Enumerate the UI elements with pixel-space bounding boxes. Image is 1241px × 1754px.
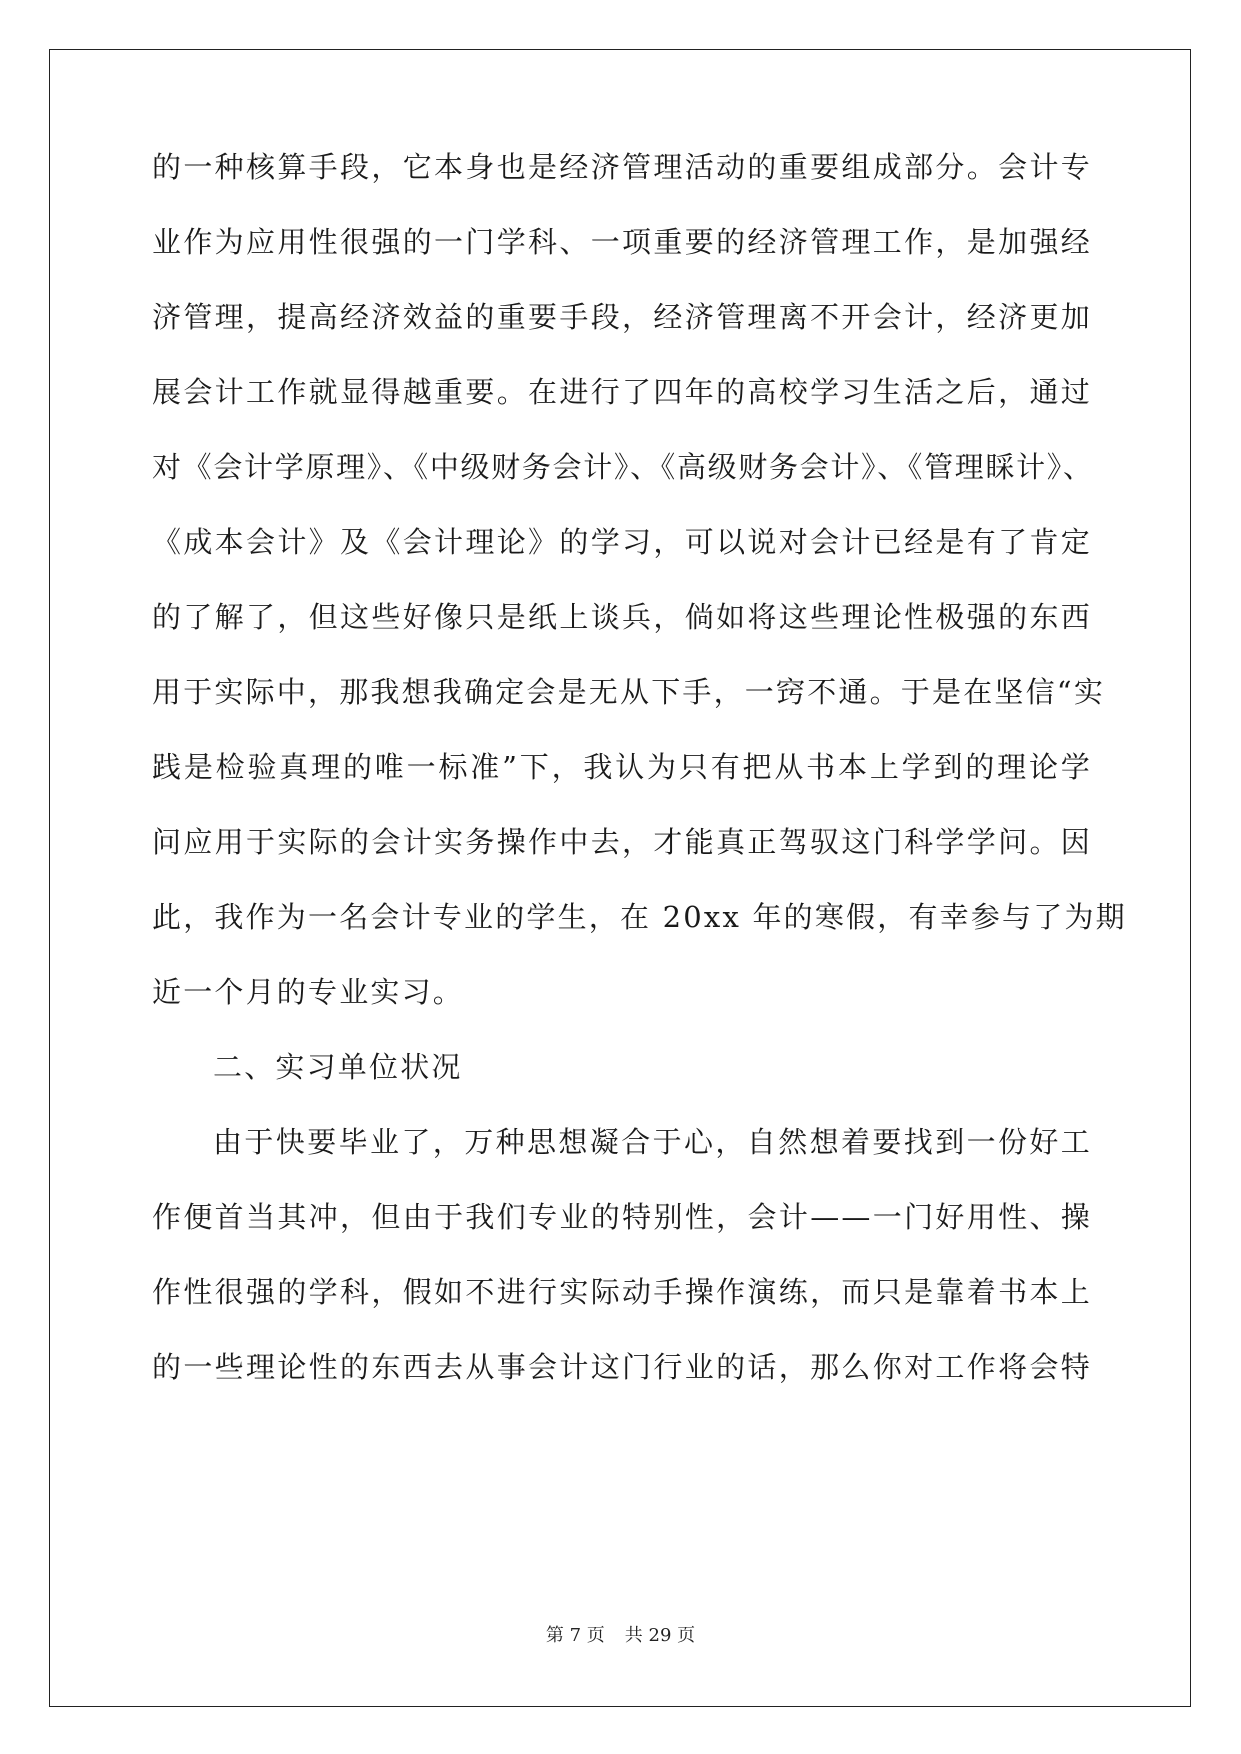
paragraph-line: 展会计工作就显得越重要。在进行了四年的高校学习生活之后，通过 — [152, 375, 1092, 409]
paragraph-line: 《成本会计》及《会计理论》的学习，可以说对会计已经是有了肯定 — [152, 525, 1092, 559]
paragraph-line: 的一些理论性的东西去从事会计这门行业的话，那么你对工作将会特 — [152, 1350, 1092, 1384]
paragraph-line: 业作为应用性很强的一门学科、一项重要的经济管理工作，是加强经 — [152, 225, 1092, 259]
paragraph-line: 问应用于实际的会计实务操作中去，才能真正驾驭这门科学学问。因 — [152, 825, 1092, 859]
paragraph-line: 近一个月的专业实习。 — [152, 975, 465, 1009]
paragraph-line: 践是检验真理的唯一标准”下，我认为只有把从书本上学到的理论学 — [152, 750, 1092, 784]
paragraph-line: 济管理，提高经济效益的重要手段，经济管理离不开会计，经济更加 — [152, 300, 1092, 334]
paragraph-line: 对《会计学原理》、《中级财务会计》、《高级财务会计》、《管理睬计》、 — [152, 450, 1092, 484]
page-footer — [0, 1624, 1241, 1648]
section-heading: 二、实习单位状况 — [213, 1050, 463, 1084]
paragraph-line: 此，我作为一名会计专业的学生，在 20xx 年的寒假，有幸参与了为期 — [152, 900, 1127, 934]
paragraph-line: 用于实际中，那我想我确定会是无从下手，一窍不通。于是在坚信“实 — [152, 675, 1106, 709]
page-total: 共 29 页 — [624, 1625, 696, 1646]
paragraph-line: 的一种核算手段，它本身也是经济管理活动的重要组成部分。会计专 — [152, 150, 1092, 184]
page-number: 第 7 页 — [545, 1625, 605, 1646]
paragraph-line: 作性很强的学科，假如不进行实际动手操作演练，而只是靠着书本上 — [152, 1275, 1092, 1309]
paragraph-line: 作便首当其冲，但由于我们专业的特别性，会计——一门好用性、操 — [152, 1200, 1092, 1234]
paragraph-line: 由于快要毕业了，万种思想凝合于心，自然想着要找到一份好工 — [213, 1125, 1092, 1159]
paragraph-line: 的了解了，但这些好像只是纸上谈兵，倘如将这些理论性极强的东西 — [152, 600, 1092, 634]
